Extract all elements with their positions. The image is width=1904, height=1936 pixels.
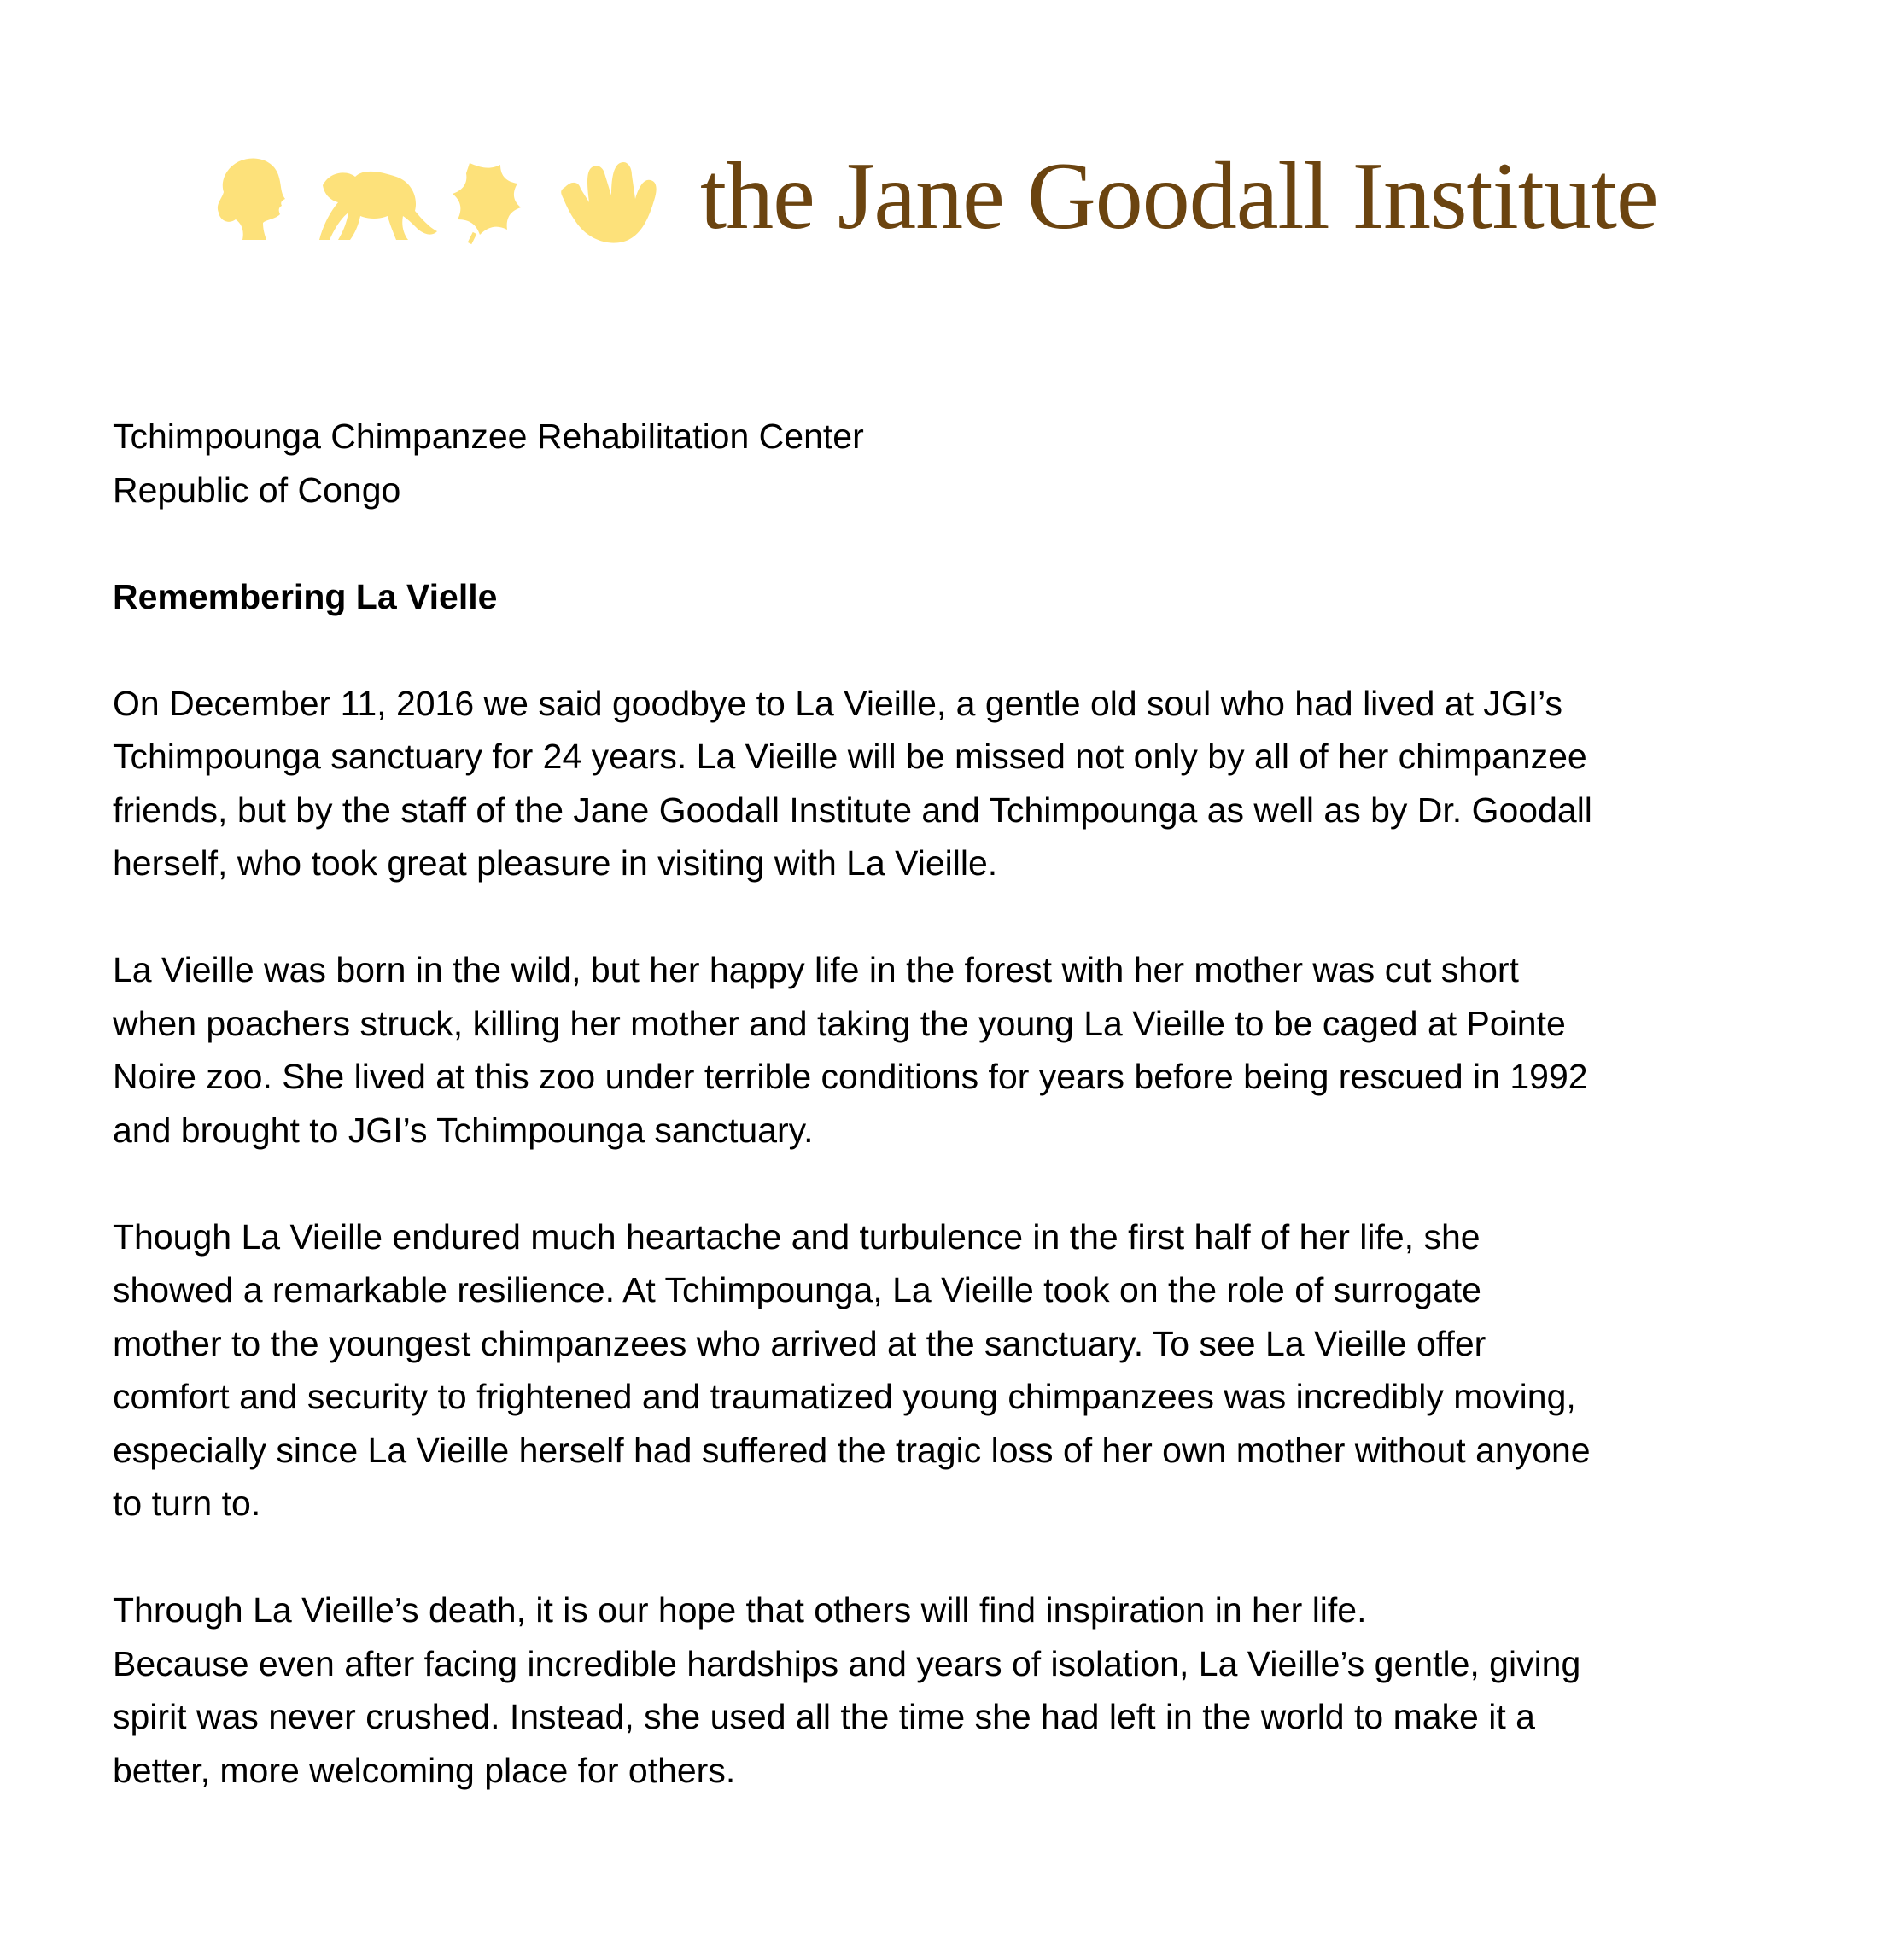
letter-body [113, 410, 1803, 1797]
paragraph-line: herself, who took great pleasure in visiting with La Vieille. [113, 843, 998, 883]
paragraph-4 [113, 1583, 1803, 1797]
paragraph-line: and brought to JGI’s Tchimpounga sanctuary. [113, 1110, 814, 1150]
address-line-2: Republic of Congo [113, 469, 401, 510]
address-block [113, 410, 1803, 516]
paragraph-line: Tchimpounga sanctuary for 24 years. La Vieille will be missed not only by all of her chimpanzee [113, 737, 1587, 776]
paragraph-line: Noire zoo. She lived at this zoo under terrible conditions for years before being rescued in 1992 [113, 1057, 1588, 1096]
paragraph-line: to turn to. [113, 1484, 261, 1523]
paragraph-line: friends, but by the staff of the Jane Goodall Institute and Tchimpounga as well as by Dr. Goodall [113, 790, 1592, 830]
paragraph-line: showed a remarkable resilience. At Tchimpounga, La Vieille took on the role of surrogate [113, 1270, 1481, 1309]
letterhead [213, 141, 1682, 252]
paragraph-1 [113, 677, 1803, 890]
chimpanzee-icon [319, 172, 437, 240]
paragraph-line: better, more welcoming place for others. [113, 1750, 736, 1790]
woman-head-icon [218, 159, 285, 240]
paragraph-line: mother to the youngest chimpanzees who arrived at the sanctuary. To see La Vieille offer [113, 1323, 1486, 1363]
paragraph-line: especially since La Vieille herself had suffered the tragic loss of her own mother without anyone [113, 1430, 1591, 1470]
paragraph-line: Because even after facing incredible hardships and years of isolation, La Vieille’s gentle, giving [113, 1643, 1581, 1683]
paragraph-line: Though La Vieille endured much heartache and turbulence in the first half of her life, she [113, 1216, 1481, 1257]
paragraph-3 [113, 1210, 1803, 1531]
letter-title: Remembering La Vielle [113, 576, 498, 616]
paragraph-line: spirit was never crushed. Instead, she used all the time she had left in the world to make it a [113, 1697, 1535, 1736]
logo-wordmark: the Jane Goodall Institute [700, 143, 1658, 249]
paragraph-line: La Vieille was born in the wild, but her happy life in the forest with her mother was cut short [113, 950, 1519, 989]
logo-icons [213, 151, 657, 245]
paragraph-line: On December 11, 2016 we said goodbye to La Vieille, a gentle old soul who had lived at JGI’s [113, 683, 1563, 723]
paragraph-line: comfort and security to frightened and traumatized young chimpanzees was incredibly moving, [113, 1377, 1576, 1416]
hand-icon [561, 162, 656, 243]
address-line-1: Tchimpounga Chimpanzee Rehabilitation Center [113, 417, 864, 456]
leaf-icon [453, 163, 521, 243]
paragraph-line: Through La Vieille’s death, it is our hope that others will find inspiration in her life. [113, 1590, 1367, 1630]
paragraph-line: when poachers struck, killing her mother and taking the young La Vieille to be caged at Pointe [113, 1003, 1566, 1043]
logo-icons-svg [213, 151, 657, 245]
paragraph-2 [113, 943, 1803, 1157]
